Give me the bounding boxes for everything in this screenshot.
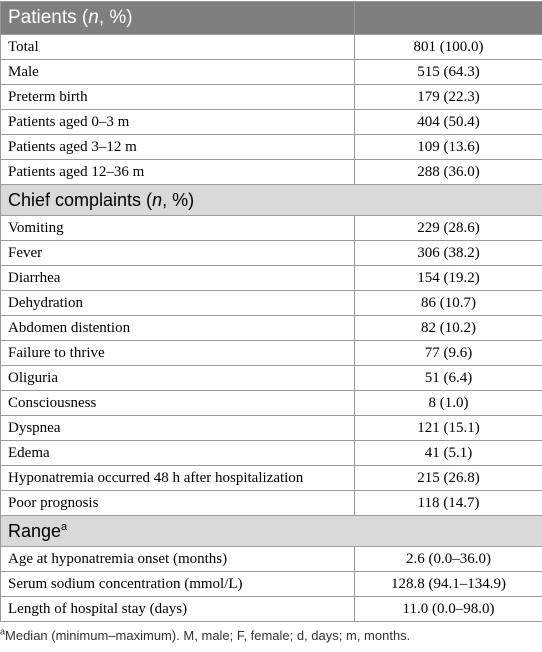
row-value: 515 (64.3) [355, 60, 542, 85]
row-label: Hyponatremia occurred 48 h after hospitalization [1, 466, 355, 491]
row-value: 306 (38.2) [355, 241, 542, 266]
table-row [1, 597, 542, 622]
complaints-title-suffix: , %) [162, 189, 195, 210]
table-row [1, 35, 542, 60]
row-value: 154 (19.2) [355, 266, 542, 291]
row-label: Dehydration [1, 291, 355, 316]
table-row [1, 85, 542, 110]
range-section-title [1, 516, 542, 547]
complaints-title-prefix: Chief complaints ( [8, 189, 153, 210]
row-value: 801 (100.0) [355, 35, 542, 60]
patients-section-body [1, 35, 542, 185]
row-value: 2.6 (0.0–36.0) [355, 547, 542, 572]
row-label: Diarrhea [1, 266, 355, 291]
row-label: Consciousness [1, 391, 355, 416]
range-title-superscript: a [61, 520, 68, 533]
row-value: 179 (22.3) [355, 85, 542, 110]
row-label: Edema [1, 441, 355, 466]
header-title-cell [1, 2, 355, 35]
row-label: Male [1, 60, 355, 85]
table-row [1, 547, 542, 572]
table-row [1, 391, 542, 416]
row-label: Preterm birth [1, 85, 355, 110]
table-row [1, 341, 542, 366]
table-header-row [1, 2, 542, 35]
row-value: 288 (36.0) [355, 160, 542, 185]
table-row [1, 266, 542, 291]
header-title-n: n [88, 7, 99, 28]
row-value: 121 (15.1) [355, 416, 542, 441]
table-row [1, 291, 542, 316]
table-row [1, 135, 542, 160]
row-label: Abdomen distention [1, 316, 355, 341]
footnote-marker: a [0, 626, 6, 637]
table-row [1, 572, 542, 597]
table-row [1, 466, 542, 491]
row-value: 8 (1.0) [355, 391, 542, 416]
footnote-text: Median (minimum–maximum). M, male; F, female; d, days; m, months. [5, 628, 411, 643]
complaints-title-n: n [152, 189, 163, 210]
range-title: Range [8, 520, 62, 541]
header-value-cell [355, 2, 542, 35]
table-row [1, 60, 542, 85]
row-value: 86 (10.7) [355, 291, 542, 316]
row-value: 77 (9.6) [355, 341, 542, 366]
row-value: 51 (6.4) [355, 366, 542, 391]
row-label: Patients aged 12–36 m [1, 160, 355, 185]
table-row [1, 441, 542, 466]
row-label: Age at hyponatremia onset (months) [1, 547, 355, 572]
complaints-section-title [1, 185, 542, 216]
row-value: 11.0 (0.0–98.0) [355, 597, 542, 622]
row-label: Patients aged 0–3 m [1, 110, 355, 135]
header-title-prefix: Patients ( [8, 7, 89, 28]
row-value: 109 (13.6) [355, 135, 542, 160]
table-row [1, 316, 542, 341]
row-value: 215 (26.8) [355, 466, 542, 491]
row-label: Fever [1, 241, 355, 266]
row-value: 118 (14.7) [355, 491, 542, 516]
table-row [1, 366, 542, 391]
range-section-body [1, 547, 542, 622]
data-table [0, 1, 542, 622]
row-label: Failure to thrive [1, 341, 355, 366]
row-label: Patients aged 3–12 m [1, 135, 355, 160]
header-title-suffix: , %) [98, 7, 133, 28]
table-row [1, 216, 542, 241]
row-label: Poor prognosis [1, 491, 355, 516]
row-label: Total [1, 35, 355, 60]
table-footnote [0, 628, 542, 643]
row-label: Oliguria [1, 366, 355, 391]
row-label: Serum sodium concentration (mmol/L) [1, 572, 355, 597]
table-row [1, 160, 542, 185]
row-value: 128.8 (94.1–134.9) [355, 572, 542, 597]
row-value: 229 (28.6) [355, 216, 542, 241]
row-label: Length of hospital stay (days) [1, 597, 355, 622]
complaints-section-row [1, 185, 542, 216]
table-row [1, 491, 542, 516]
table-row [1, 416, 542, 441]
table-row [1, 241, 542, 266]
row-value: 404 (50.4) [355, 110, 542, 135]
row-label: Dyspnea [1, 416, 355, 441]
row-label: Vomiting [1, 216, 355, 241]
complaints-section-body [1, 216, 542, 516]
table-row [1, 110, 542, 135]
row-value: 82 (10.2) [355, 316, 542, 341]
row-value: 41 (5.1) [355, 441, 542, 466]
range-section-row [1, 516, 542, 547]
